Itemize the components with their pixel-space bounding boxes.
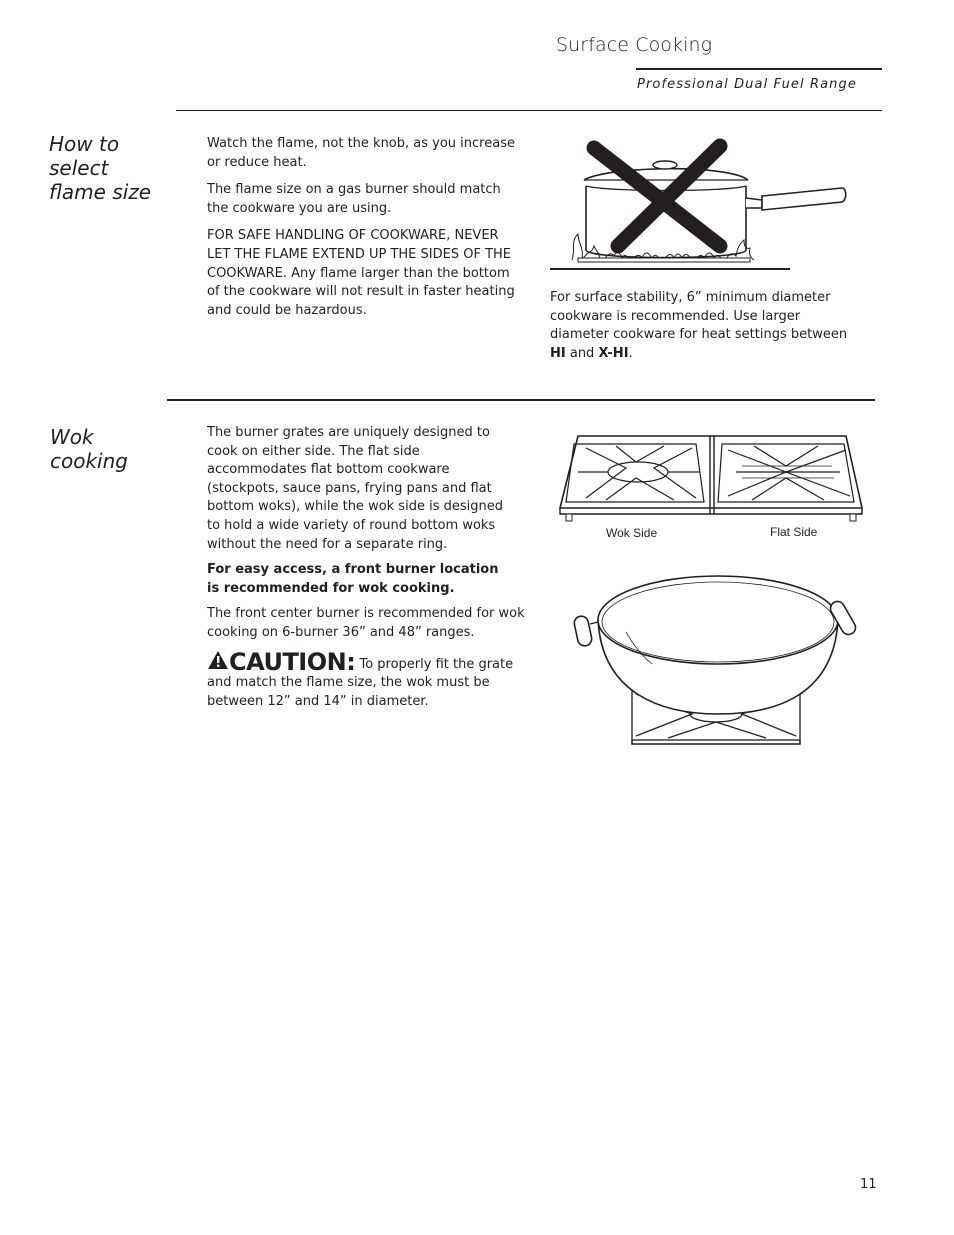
stability-note-text: For surface stability, 6” minimum diameter cookware is recommended. Use larger diameter cookware for heat settings between (550, 290, 848, 343)
wok-paragraph-1: The burner grates are uniquely designed to cook on either side. The flat side accommodates flat bottom cookware (stockpots, sauce pans, frying pans and flat bottom woks), while the wok side is designed to hold a wide variety of round bottom woks without the need for a separate ring. (207, 425, 503, 552)
header-divider (636, 68, 882, 70)
hi-setting: HI (550, 345, 566, 361)
page-number: 11 (860, 1177, 877, 1192)
wok-bold-note: For easy access, a front burner location is recommended for wok cooking. (207, 562, 499, 596)
section-title: Surface Cooking (556, 34, 713, 56)
stability-end: . (628, 345, 633, 361)
caution-text: To properly fit the grate and match the flame size, the wok must be between 12” and 14” in diameter. (207, 656, 514, 709)
caution-label: CAUTION: (229, 647, 356, 676)
wok-on-grate-illustration (572, 574, 862, 748)
product-name: Professional Dual Fuel Range (637, 77, 857, 92)
caution-block (207, 647, 517, 712)
flame-paragraph-1: Watch the flame, not the knob, as you increase or reduce heat. (207, 136, 515, 170)
flame-paragraph-2: The flame size on a gas burner should match the cookware you are using. (207, 182, 501, 216)
wok-section-heading: Wok cooking (50, 425, 128, 473)
stability-note (550, 289, 855, 363)
flat-side-label: Flat Side (770, 525, 818, 539)
grate-illustration (556, 432, 866, 524)
flame-paragraph-3: FOR SAFE HANDLING OF COOKWARE, NEVER LET THE FLAME EXTEND UP THE SIDES OF THE COOKWARE. Any flame larger than the bottom of the cookware will not result in faster heating and could be hazardous. (207, 228, 515, 318)
warning-triangle-icon (207, 650, 229, 670)
flame-section-heading: How to select flame size (49, 132, 152, 204)
section-divider-middle (167, 399, 875, 401)
wok-paragraph-3: The front center burner is recommended for wok cooking on 6-burner 36” and 48” ranges. (207, 606, 525, 640)
xhi-setting: X-HI (598, 345, 629, 361)
stability-and: and (565, 345, 599, 361)
oversized-flame-illustration (548, 138, 850, 274)
flame-section-body (207, 135, 525, 327)
section-divider-top (176, 110, 882, 111)
wok-side-label: Wok Side (606, 526, 658, 540)
wok-section-body (207, 424, 533, 718)
